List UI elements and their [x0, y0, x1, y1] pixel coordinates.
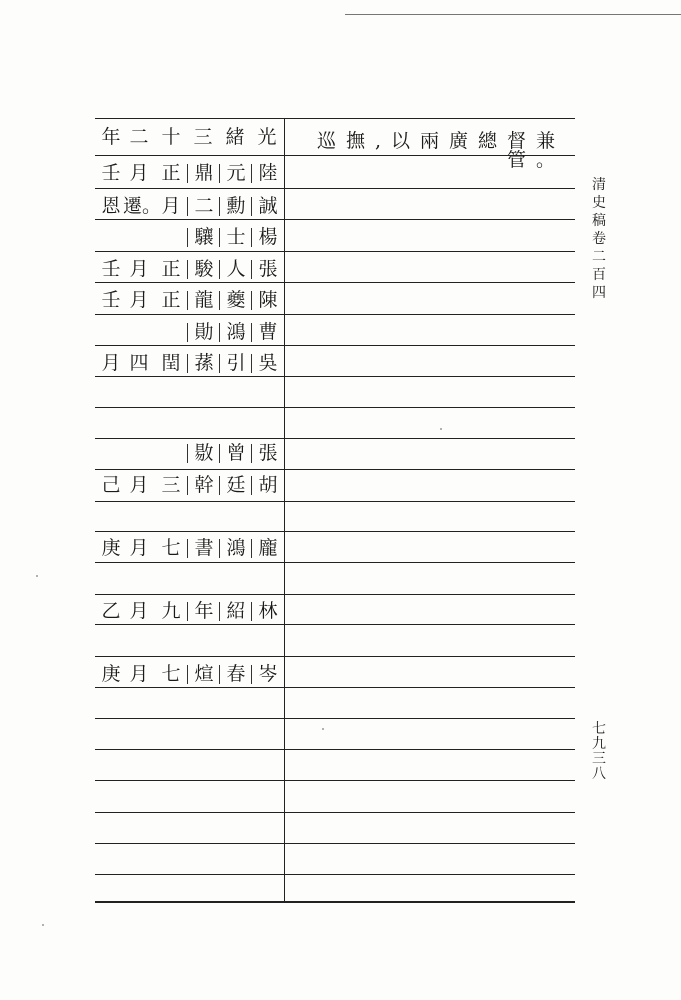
table-cell: 七	[161, 537, 181, 559]
table-cell: 勳	[219, 197, 252, 216]
table-cell: 引	[219, 354, 252, 373]
table-cell: 光	[257, 126, 277, 148]
table-cell: 岑	[251, 665, 284, 684]
table-cell: 壬	[101, 289, 121, 311]
speck	[440, 428, 442, 430]
table-cell: 正	[161, 162, 181, 184]
table-cell: 陸	[251, 164, 284, 183]
table-rule	[95, 656, 575, 657]
table-cell: 恩	[101, 195, 121, 217]
table-rule	[95, 901, 575, 903]
table-rule	[95, 438, 575, 439]
table-cell: 廷	[219, 476, 252, 495]
table-cell: 年	[187, 602, 220, 621]
table-cell: 二	[187, 197, 220, 216]
table-rule	[95, 812, 575, 813]
table-rule	[95, 118, 575, 119]
table-rule	[95, 314, 575, 315]
table-cell: 龐	[251, 539, 284, 558]
table-cell: 七	[161, 663, 181, 685]
table-rule	[95, 624, 575, 625]
table-rule	[95, 407, 575, 408]
table-cell: 春	[219, 665, 252, 684]
table-cell: 四	[129, 352, 149, 374]
table-cell: 曾	[219, 444, 252, 463]
table-cell: 張	[251, 444, 284, 463]
table-cell: 月	[129, 474, 149, 496]
table-rule	[95, 469, 575, 470]
table-cell: 書	[187, 539, 220, 558]
table-cell: 正	[161, 289, 181, 311]
table-cell: 煊	[187, 665, 220, 684]
top-rule	[345, 14, 681, 15]
table-cell: 乙	[101, 600, 121, 622]
speck	[322, 728, 324, 730]
table-cell: 曹	[251, 323, 284, 342]
table-cell: 鴻	[219, 323, 252, 342]
table-cell: 月	[129, 162, 149, 184]
table-cell: 壬	[101, 258, 121, 280]
table-cell: 九	[161, 600, 181, 622]
column-separator	[284, 118, 285, 901]
table-cell: 陳	[251, 291, 284, 310]
table-cell: 庚	[101, 537, 121, 559]
table-cell: 月	[129, 663, 149, 685]
table-cell: 敭	[187, 444, 220, 463]
table-cell: 人	[219, 260, 252, 279]
table-cell: 駿	[187, 260, 220, 279]
table-cell: 三	[161, 474, 181, 496]
table-rule	[95, 345, 575, 346]
table-cell: 己	[101, 474, 121, 496]
table-rule	[95, 594, 575, 595]
table-rule	[95, 687, 575, 688]
table-rule	[95, 501, 575, 502]
table-cell: 遷。	[123, 195, 162, 217]
table-rule	[95, 843, 575, 844]
table-cell: 鴻	[219, 539, 252, 558]
table-cell: 胡	[251, 476, 284, 495]
table-cell: 鼎	[187, 164, 220, 183]
table-cell: 二	[129, 126, 149, 148]
table-cell: 正	[161, 258, 181, 280]
table-rule	[95, 718, 575, 719]
table-cell: 月	[129, 537, 149, 559]
table-rule	[95, 749, 575, 750]
table-cell: 士	[219, 228, 252, 247]
table-cell: 幹	[187, 476, 220, 495]
table-rule	[95, 874, 575, 875]
table-cell: 庚	[101, 663, 121, 685]
margin-title: 清 史 稿 卷 二 百 四	[592, 177, 606, 301]
header-text: 巡撫,以兩廣總督兼管。	[316, 130, 565, 171]
table-cell: 年	[101, 126, 121, 148]
table-rule	[95, 251, 575, 252]
table-cell: 閏	[161, 352, 181, 374]
table-cell: 楊	[251, 228, 284, 247]
table-rule	[95, 219, 575, 220]
table-cell: 蓀	[187, 354, 220, 373]
table-cell: 勛	[187, 323, 220, 342]
table-rule	[95, 282, 575, 283]
table-cell: 月	[101, 352, 121, 374]
table-cell: 張	[251, 260, 284, 279]
table-cell: 夔	[219, 291, 252, 310]
table-cell: 吳	[251, 354, 284, 373]
table-cell: 紹	[219, 602, 252, 621]
table-cell: 月	[129, 600, 149, 622]
table-cell: 林	[251, 602, 284, 621]
table-cell: 元	[219, 164, 252, 183]
table-rule	[95, 780, 575, 781]
table-cell: 三	[193, 126, 213, 148]
table-rule	[95, 562, 575, 563]
speck	[36, 575, 38, 577]
table-cell: 龍	[187, 291, 220, 310]
table-cell: 壬	[101, 162, 121, 184]
table-cell: 誠	[251, 197, 284, 216]
table-cell: 驤	[187, 228, 220, 247]
table-cell: 月	[161, 195, 181, 217]
page-number: 七 九 三 八	[592, 721, 606, 782]
table-rule	[95, 188, 575, 189]
table-rule	[95, 531, 575, 532]
table-cell: 月	[129, 258, 149, 280]
table-cell: 月	[129, 289, 149, 311]
governor-table	[95, 118, 575, 901]
table-cell: 十	[161, 126, 181, 148]
speck	[42, 924, 44, 926]
table-cell: 緒	[225, 126, 245, 148]
table-rule	[95, 376, 575, 377]
